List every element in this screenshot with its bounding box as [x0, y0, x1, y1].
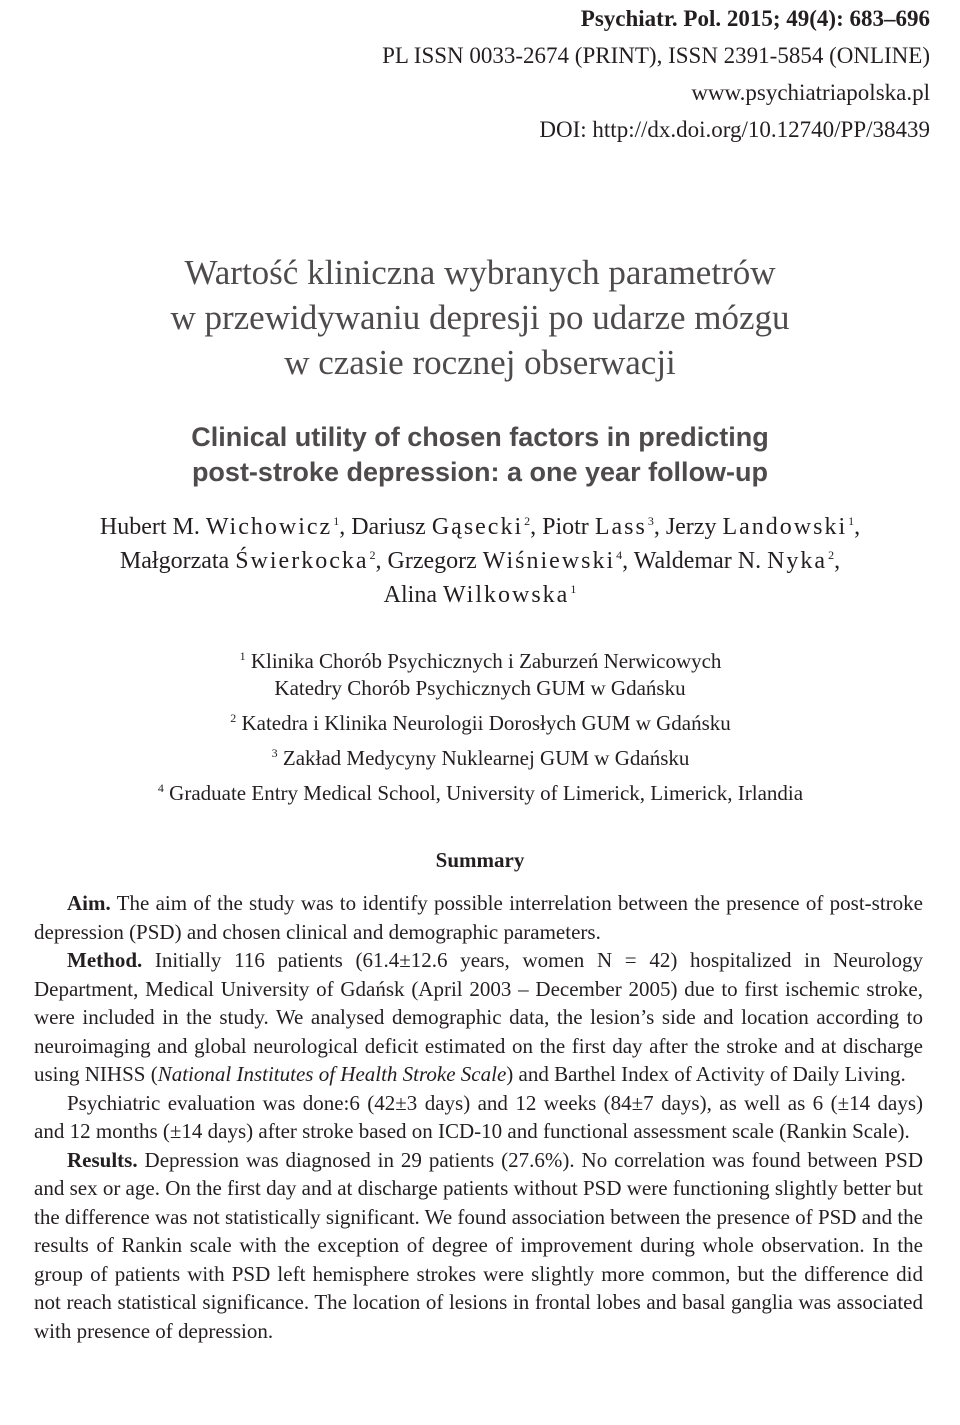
affiliation-3: $^3$ Zakład Medycyny Nuklearnej GUM w Gdańsku: [271, 746, 690, 770]
title-polish-line: Wartość kliniczna wybranych parametrów: [184, 253, 776, 292]
title-english: [0, 420, 960, 490]
title-english-line: post-stroke depression: a one year follow-up: [191, 457, 769, 487]
author: Piotr Lass$^3$,: [542, 514, 666, 540]
title-english-line: Clinical utility of chosen factors in predicting: [191, 422, 769, 452]
affiliation-2: $^2$ Katedra i Klinika Neurologii Dorosłych GUM w Gdańsku: [230, 711, 731, 735]
author: Alina Wilkowska$^1$: [383, 582, 577, 608]
affiliation-4: $^4$ Graduate Entry Medical School, University of Limerick, Limerick, Irlandia: [157, 781, 804, 805]
title-polish: [0, 250, 960, 385]
affiliation-list: [20, 648, 940, 807]
journal-website: www.psychiatriapolska.pl: [691, 80, 930, 105]
abstract-psychiatric-evaluation: Psychiatric evaluation was done:6 (42±3 days) and 12 weeks (84±7 days), as well as 6 (±14 days) and 12 months (±14 days) after stroke based on ICD-10 and functional assessment scale (Rankin Scale).: [34, 1090, 923, 1143]
title-polish-line: w czasie rocznej obserwacji: [284, 343, 676, 382]
abstract-body: [34, 889, 923, 1345]
journal-citation: Psychiatr. Pol. 2015; 49(4): 683–696: [580, 6, 930, 31]
author-list: [20, 510, 940, 612]
author: Waldemar N. Nyka$^2$,: [633, 548, 841, 574]
title-polish-line: w przewidywaniu depresji po udarze mózgu: [170, 298, 790, 337]
journal-header: [50, 0, 930, 148]
author: Jerzy Landowski$^1$,: [665, 514, 861, 540]
author: Hubert M. Wichowicz$^1$,: [99, 514, 352, 540]
summary-heading: Summary: [435, 848, 525, 872]
abstract-results: Results. Depression was diagnosed in 29 patients (27.6%). No correlation was found between PSD and sex or age. On the first day and at discharge patients without PSD were functioning slightly better but the difference was not statistically significant. We found association between the presence of PSD and the results of Rankin scale with the exception of degree of improvement during whole observation. In the group of patients with PSD left hemisphere strokes were slightly more common, but the difference did not reach statistical significance. The location of lesions in frontal lobes and basal ganglia was associated with presence of depression.: [34, 1147, 924, 1343]
abstract-method: Method. Initially 116 patients (61.4±12.6 years, women N = 42) hospitalized in Neurology Department, Medical University of Gdańsk (April 2003 – December 2005) due to first ischemic stroke, were included in the study. We analysed demographic data, the lesion’s side and location according to neuroimaging and global neurological deficit estimated on the first day after the stroke and at discharge using NIHSS (National Institutes of Health Stroke Scale) and Barthel Index of Activity of Daily Living.: [34, 948, 923, 1086]
author: Małgorzata Świerkocka$^2$,: [119, 548, 388, 574]
journal-issn: PL ISSN 0033-2674 (PRINT), ISSN 2391-5854 (ONLINE): [382, 43, 930, 68]
author: Grzegorz Wiśniewski$^4$,: [387, 548, 634, 574]
affiliation-1: $^1$ Klinika Chorób Psychicznych i Zaburzeń Nerwicowych Katedry Chorób Psychicznych GUM w Gdańsku: [239, 649, 722, 700]
abstract-aim: Aim. The aim of the study was to identify possible interrelation between the presence of post-stroke depression (PSD) and chosen clinical and demographic parameters.: [34, 891, 923, 944]
author: Dariusz Gąsecki$^2$,: [351, 514, 543, 540]
article-doi: DOI: http://dx.doi.org/10.12740/PP/38439: [539, 117, 930, 142]
